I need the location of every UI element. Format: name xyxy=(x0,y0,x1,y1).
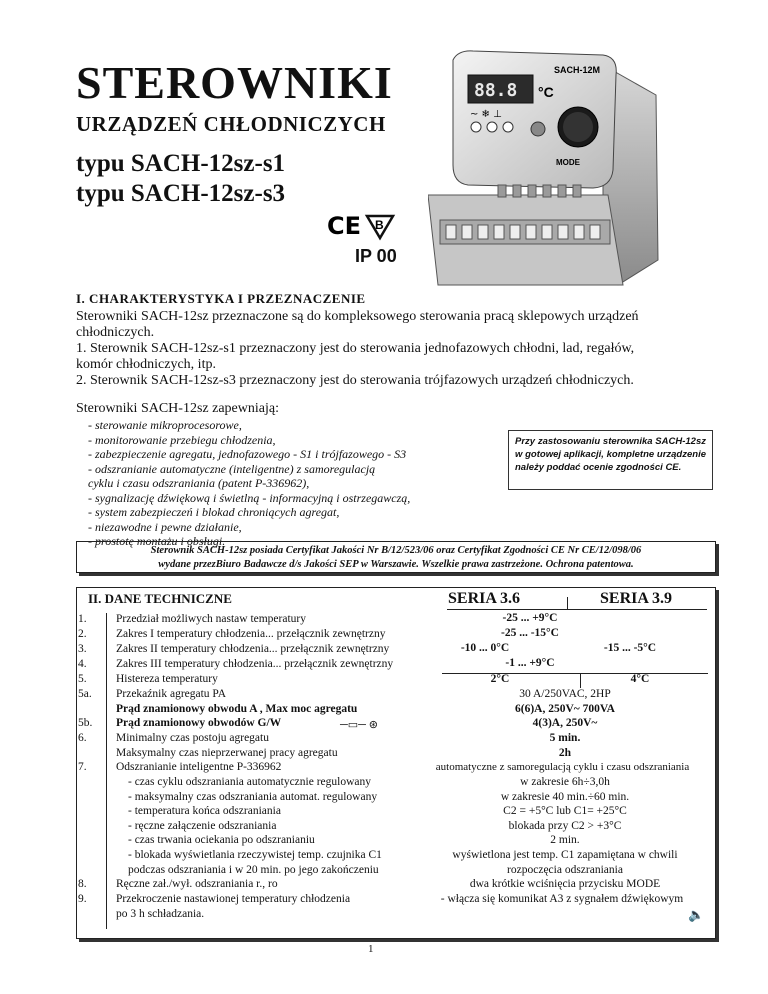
list-item: cyklu i czasu odszraniania (patent P-336962), xyxy=(88,476,310,490)
valve-fan-icons: ─▭─ ⊛ xyxy=(340,719,378,731)
table-row-label: Maksymalny czas nieprzerwanej pracy agregatu xyxy=(116,747,338,759)
table-cell: -10 ... 0°C xyxy=(460,642,510,654)
svg-text:~ ❄ ⊥: ~ ❄ ⊥ xyxy=(470,109,502,120)
ce-mark: CE xyxy=(327,212,362,240)
table-cell: w zakresie 6h÷3,0h xyxy=(520,776,610,788)
list-item: - prostotę montażu i obsługi. xyxy=(88,534,226,548)
table-cell: 4(3)A, 250V~ xyxy=(532,717,598,729)
table-cell: dwa krótkie wciśnięcia przycisku MODE xyxy=(469,878,661,890)
document-subtitle: URZĄDZEŃ CHŁODNICZYCH xyxy=(76,112,386,136)
table-cell: - włącza się komunikat A3 z sygnałem dźwiękowym xyxy=(440,893,684,905)
row-number: 5. xyxy=(78,673,87,685)
table-row-label: Prąd znamionowy obwodów G/W xyxy=(116,717,282,729)
table-cell: 4°C xyxy=(630,673,650,685)
table-row-label: - maksymalny czas odszraniania automat. regulowany xyxy=(128,791,378,803)
row-number: 7. xyxy=(78,761,87,773)
certificate-line: Sterownik SACH-12sz posiada Certyfikat Jakości Nr B/12/523/06 oraz Certyfikat Zgodności CE Nr CE/12/098/06 xyxy=(150,545,642,556)
device-image xyxy=(428,45,668,300)
section2-heading: II. DANE TECHNICZNE xyxy=(88,591,232,606)
row-number: 5a. xyxy=(78,688,92,700)
list-item: - niezawodne i pewne działanie, xyxy=(88,519,242,534)
row-number: 3. xyxy=(78,643,87,655)
table-cell: 5 min. xyxy=(549,732,581,744)
table-cell: -1 ... +9°C xyxy=(505,657,555,669)
seria-underline xyxy=(447,609,567,610)
table-cell: 6(6)A, 250V~ 700VA xyxy=(514,703,615,715)
table-row-label: Przekaźnik agregatu PA xyxy=(116,688,227,700)
list-item: - odszranianie automatyczne (inteligentne) z samoregulacją xyxy=(88,461,376,476)
certificate-box xyxy=(76,541,716,573)
table-row-label: Zakres I temperatury chłodzenia... przełącznik zewnętrzny xyxy=(116,628,386,640)
row-number: 2. xyxy=(78,628,87,640)
list-item: - zabezpieczenie agregatu, jednofazowego - S1 i trójfazowego - S3 xyxy=(88,447,407,461)
table-cell: w zakresie 40 min.÷60 min. xyxy=(500,791,630,803)
table-row-label: - czas trwania ociekania po odszranianiu xyxy=(128,834,315,846)
page-number: 1 xyxy=(368,943,374,955)
type-s3: typu SACH-12sz-s3 xyxy=(76,180,286,207)
table-cell: 2 min. xyxy=(550,834,580,846)
hysteresis-divider xyxy=(580,673,581,688)
section1-line: Sterowniki SACH-12sz przeznaczone są do kompleksowego sterowania pracą sklepowych urządzeń xyxy=(76,309,639,324)
table-row-label: po 3 h schładzania. xyxy=(116,908,205,920)
seria-underline xyxy=(567,609,707,610)
table-cell: blokada przy C2 > +3°C xyxy=(508,820,622,832)
table-cell: 2°C xyxy=(490,673,510,685)
section1-line: chłodniczych. xyxy=(76,325,155,340)
table-cell: -15 ... -5°C xyxy=(603,642,657,654)
section1-intro: Sterowniki SACH-12sz zapewniają: xyxy=(76,401,279,416)
table-row-label: Przedział możliwych nastaw temperatury xyxy=(116,613,306,625)
type-s1: typu SACH-12sz-s1 xyxy=(76,150,286,177)
row-number: 4. xyxy=(78,658,87,670)
certificate-line: wydane przezBiuro Badawcze d/s Jakości SEP w Warszawie. Wszelkie prawa zastrzeżone. Ochrona patentowa. xyxy=(158,559,634,570)
table-cell: rozpoczęcia odszraniania xyxy=(507,864,623,876)
certification-marks xyxy=(327,210,397,247)
features-list xyxy=(88,418,410,549)
ce-callout: Przy zastosowaniu sterownika SACH-12sz w gotowej aplikacji, kompletne urządzenie należy poddać ocenie zgodności CE. xyxy=(508,430,713,490)
section1-line: 1. Sterownik SACH-12sz-s1 przeznaczony jest do sterowania jednofazowych chłodni, lad, regałów, xyxy=(76,341,635,356)
speaker-icon: 🔈 xyxy=(688,907,705,922)
table-row-label: Przekroczenie nastawionej temperatury chłodzenia xyxy=(116,893,351,905)
table-row-label: - czas cyklu odszraniania automatycznie regulowany xyxy=(128,776,371,788)
device-unit: °C xyxy=(538,84,554,100)
table-row-label: - ręczne załączenie odszraniania xyxy=(128,820,277,832)
table-row-label: - temperatura końca odszraniania xyxy=(128,805,281,817)
table-row-label: Histereza temperatury xyxy=(116,673,218,685)
list-item: - sygnalizację dźwiękową i świetlną - informacyjną i ostrzegawczą, xyxy=(88,490,411,505)
table-cell: 30 A/250VAC, 2HP xyxy=(519,688,611,700)
list-item: - system zabezpieczeń i blokad chroniących agregat, xyxy=(88,505,340,519)
table-row-label: Zakres III temperatury chłodzenia... przełącznik zewnętrzny xyxy=(116,658,394,670)
section1-text xyxy=(76,309,716,389)
seria-3-9: SERIA 3.9 xyxy=(600,590,673,607)
row-number: 6. xyxy=(78,732,87,744)
ip-rating: IP 00 xyxy=(355,246,397,266)
device-mode-label: MODE xyxy=(556,158,580,167)
number-column-divider xyxy=(106,613,107,929)
section1-line: 2. Sterownik SACH-12sz-s3 przeznaczony jest do sterowania trójfazowych urządzeń chłodniczych. xyxy=(76,373,634,388)
b-mark: B xyxy=(375,218,384,232)
table-cell: automatyczne z samoregulacją cyklu i czasu odszraniania xyxy=(435,761,690,773)
list-item: - sterowanie mikroprocesorowe, xyxy=(88,418,242,432)
section1-line: komór chłodniczych, itp. xyxy=(76,357,216,372)
table-row-label: Ręczne zał./wył. odszraniania r., ro xyxy=(116,878,278,890)
row-number: 5b. xyxy=(78,717,93,729)
list-item: - monitorowanie przebiegu chłodzenia, xyxy=(88,432,276,447)
row-number: 1. xyxy=(78,613,87,625)
device-model: SACH-12M xyxy=(554,65,601,75)
seria-divider xyxy=(567,597,568,609)
table-row-label: Minimalny czas postoju agregatu xyxy=(116,732,269,744)
table-row-label: - blokada wyświetlania rzeczywistej temp. czujnika C1 xyxy=(128,849,382,861)
table-cell: -25 ... -15°C xyxy=(501,627,559,639)
row-number: 9. xyxy=(78,893,87,905)
table-cell: -25 ... +9°C xyxy=(502,612,558,624)
device-display: 88.8 xyxy=(474,80,518,101)
table-cell: C2 = +5°C lub C1= +25°C xyxy=(503,805,627,817)
section1-heading: I. CHARAKTERYSTYKA I PRZEZNACZENIE xyxy=(76,291,366,306)
table-cell: 2h xyxy=(558,747,572,759)
table-row-label: podczas odszraniania i w 20 min. po jego zakończeniu xyxy=(128,864,379,876)
table-cell: wyświetlona jest temp. C1 zapamiętana w chwili xyxy=(452,849,678,861)
table-row-label: Zakres II temperatury chłodzenia... przełącznik zewnętrzny xyxy=(116,643,390,655)
table-row-label: Prąd znamionowy obwodu A , Max moc agregatu xyxy=(116,703,358,715)
seria-3-6: SERIA 3.6 xyxy=(448,590,521,607)
document-title: STEROWNIKI xyxy=(76,57,393,108)
table-row-label: Odszranianie inteligentne P-336962 xyxy=(116,761,282,773)
row-number: 8. xyxy=(78,878,87,890)
